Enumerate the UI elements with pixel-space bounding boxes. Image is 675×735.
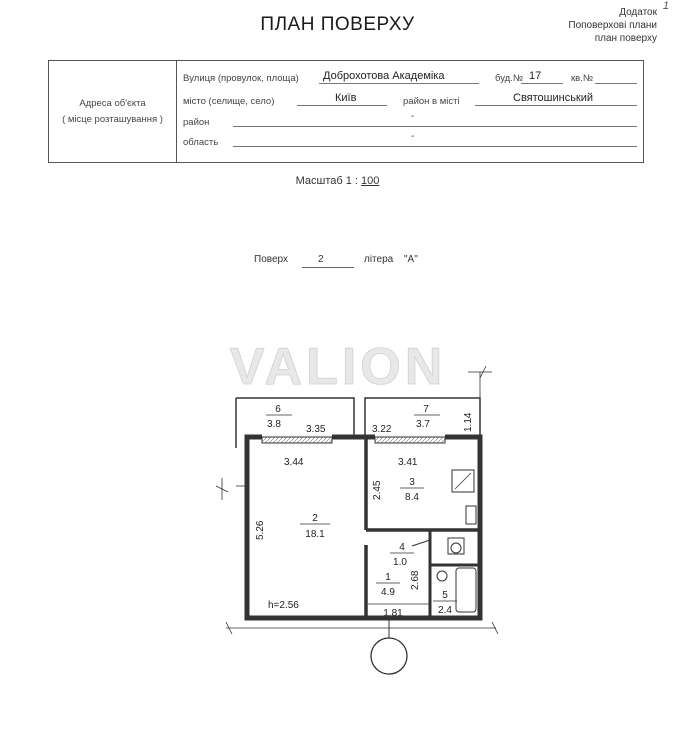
washbasin-icon: [437, 571, 447, 581]
left-wall-break-mark: [216, 478, 228, 500]
city-value: Київ: [335, 92, 357, 104]
room-5-number: 5: [442, 590, 448, 601]
balcony-6-door-hatch: [262, 437, 332, 443]
balcony-7-door-hatch: [375, 437, 445, 443]
room-6-area: 3.8: [267, 419, 281, 430]
room-2-area: 18.1: [305, 529, 325, 540]
district-value: -: [411, 111, 415, 122]
dim-1-14: 1.14: [463, 412, 474, 432]
room-4-area: 1.0: [393, 557, 407, 568]
toilet-bowl-icon: [451, 543, 461, 553]
room-5-area: 2.4: [438, 605, 452, 616]
building-label: буд.№: [495, 73, 524, 84]
entrance-marker: [371, 638, 407, 674]
letter-value: "А": [404, 254, 418, 265]
corner-handwritten-mark: 1: [662, 0, 669, 12]
kitchen-sink-icon: [466, 506, 476, 524]
room-2-number: 2: [312, 513, 318, 524]
balcony-6-outline: [236, 398, 354, 437]
room-7-area: 3.7: [416, 419, 430, 430]
dim-2-68: 2.68: [410, 570, 421, 590]
toilet-icon: [448, 538, 464, 554]
apartment-label: кв.№: [571, 73, 594, 84]
city-district-label: район в місті: [403, 96, 460, 107]
street-value: Доброхотова Академіка: [323, 70, 445, 82]
dim-3-44: 3.44: [284, 457, 304, 468]
room-3-number: 3: [409, 477, 415, 488]
stove-slash: [455, 473, 471, 489]
watermark: VALION: [229, 338, 447, 396]
city-district-value: Святошинський: [513, 92, 594, 104]
room-1-area: 4.9: [381, 587, 395, 598]
ceiling-height: h=2.56: [268, 600, 299, 611]
district-label: район: [183, 117, 210, 128]
scale-value: 100: [361, 175, 380, 187]
letter-label: літера: [364, 254, 394, 265]
city-label: місто (селище, село): [183, 96, 275, 107]
building-value: 17: [529, 70, 542, 82]
floor-value: 2: [318, 254, 324, 265]
room-3-area: 8.4: [405, 492, 419, 503]
exterior-wall-top-left: [247, 437, 262, 448]
appendix-line-3: план поверху: [594, 33, 657, 44]
room-4-number: 4: [399, 542, 405, 553]
room-7-number: 7: [423, 404, 429, 415]
dim-1-81: 1.81: [383, 608, 403, 619]
room-1-number: 1: [385, 572, 391, 583]
door-swing-4: [412, 540, 430, 546]
address-label-line-2: ( місце розташування ): [62, 113, 163, 125]
bathtub-icon: [456, 568, 476, 612]
floor-label: Поверх: [254, 254, 288, 265]
region-value: -: [411, 131, 415, 142]
room-6-number: 6: [275, 404, 281, 415]
appendix-line-1: Додаток: [619, 7, 657, 18]
dim-3-41: 3.41: [398, 457, 418, 468]
appendix-line-2: Поповерхові плани: [568, 20, 657, 31]
page-title: ПЛАН ПОВЕРХУ: [260, 14, 415, 35]
region-label: область: [183, 137, 219, 148]
plan-walls: [216, 366, 498, 674]
dim-5-26: 5.26: [255, 520, 266, 540]
dim-2-45: 2.45: [372, 480, 383, 500]
address-label-line-1: Адреса об'єкта: [79, 97, 146, 109]
scale-prefix: 1 :: [345, 175, 358, 187]
scale-label: Масштаб: [295, 175, 343, 187]
dim-3-35: 3.35: [306, 424, 326, 435]
street-label: Вулиця (провулок, площа): [183, 73, 299, 84]
dim-3-22: 3.22: [372, 424, 392, 435]
